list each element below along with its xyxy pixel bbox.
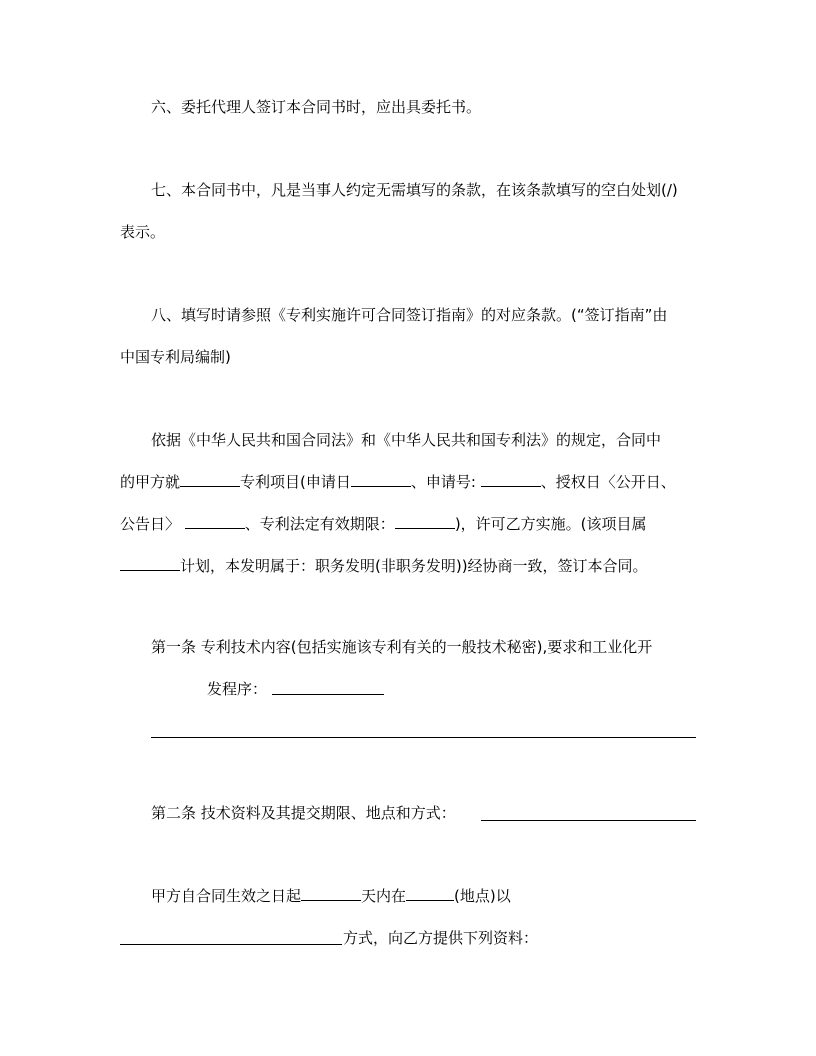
blank-field[interactable]	[272, 694, 384, 695]
clause-eight-line2: 中国专利局编制)	[120, 348, 231, 366]
clause-seven-line1: 七、本合同书中，凡是当事人约定无需填写的条款，在该条款填写的空白处划(/)	[151, 181, 678, 199]
clause-eight-line1: 八、填写时请参照《专利实施许可合同签订指南》的对应条款。(“签订指南”由	[151, 306, 668, 324]
preamble-text: 、授权日〈公开日、	[540, 473, 676, 491]
blank-field[interactable]	[481, 472, 541, 487]
article2-heading: 第二条 技术资料及其提交期限、地点和方式：	[151, 804, 456, 822]
preamble-line4	[120, 556, 648, 576]
preamble-text: )，许可乙方实施。(该项目属	[454, 515, 647, 533]
preamble-text: 公告日〉	[120, 515, 181, 533]
preamble-line3	[120, 514, 647, 534]
article1-text: 发程序：	[207, 680, 268, 698]
blank-field[interactable]	[481, 820, 696, 821]
blank-field[interactable]	[395, 514, 455, 529]
article1-heading: 第一条 专利技术内容(包括实施该专利有关的一般技术秘密),要求和工业化开	[151, 638, 653, 656]
blank-field[interactable]	[120, 944, 342, 945]
preamble-line1: 依据《中华人民共和国合同法》和《中华人民共和国专利法》的规定，合同中	[151, 431, 662, 449]
blank-field[interactable]	[120, 556, 180, 571]
blank-field[interactable]	[180, 472, 240, 487]
blank-line[interactable]	[151, 737, 696, 738]
blank-field[interactable]	[351, 472, 411, 487]
preamble-text: 计划，本发明属于：职务发明(非职务发明))经协商一致，签订本合同。	[180, 557, 648, 575]
preamble-line2	[120, 472, 676, 492]
clause-six: 六、委托代理人签订本合同书时，应出具委托书。	[151, 98, 482, 116]
preamble-text: 的甲方就	[120, 473, 181, 491]
blank-field[interactable]	[301, 886, 361, 901]
delivery-text: 甲方自合同生效之日起	[151, 887, 302, 905]
preamble-text: 专利项目(申请日	[240, 473, 351, 491]
article1-line2	[207, 679, 267, 699]
blank-field[interactable]	[185, 514, 245, 529]
delivery-line1	[151, 886, 511, 906]
blank-field[interactable]	[406, 886, 454, 901]
delivery-text: 天内在	[361, 887, 407, 905]
clause-seven-line2: 表示。	[120, 223, 166, 241]
delivery-text: (地点)以	[454, 887, 511, 905]
preamble-text: 、专利法定有效期限：	[244, 515, 395, 533]
preamble-text: 、申请号:	[410, 473, 476, 491]
delivery-line2: 方式，向乙方提供下列资料：	[343, 929, 539, 947]
